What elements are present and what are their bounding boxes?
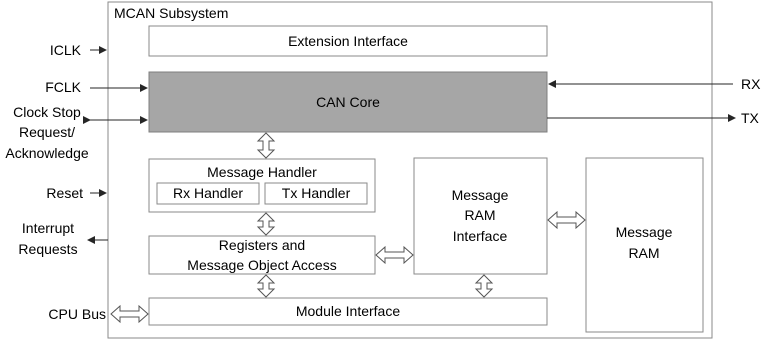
reset-label: Reset [46, 185, 83, 201]
interrupt-label-line2: Requests [18, 241, 78, 257]
fclk-label: FCLK [45, 79, 81, 95]
clock-stop-label-line3: Acknowledge [5, 145, 89, 161]
message-handler-label: Message Handler [207, 164, 317, 180]
message-ram-line2: RAM [628, 245, 660, 261]
interrupt-label-line1: Interrupt [21, 220, 75, 236]
extension-interface-label: Extension Interface [288, 33, 408, 49]
tx-handler-label: Tx Handler [281, 185, 351, 201]
registers-label-line1: Registers and [218, 237, 306, 253]
cpu-bus-label: CPU Bus [48, 306, 106, 322]
tx-label: TX [741, 110, 759, 126]
message-ram-line1: Message [615, 224, 673, 240]
clock-stop-label-line1: Clock Stop [13, 104, 81, 120]
message-ram-interface-line2: RAM [464, 207, 496, 223]
clock-stop-label-line2: Request/ [18, 124, 76, 140]
registers-label-line2: Message Object Access [187, 257, 337, 273]
iclk-label: ICLK [49, 42, 81, 58]
message-ram-interface-line3: Interface [452, 228, 508, 244]
can-core-label: CAN Core [316, 94, 380, 110]
subsystem-title: MCAN Subsystem [114, 5, 229, 21]
message-ram-interface-line1: Message [451, 187, 509, 203]
rx-handler-label: Rx Handler [172, 185, 244, 201]
rx-label: RX [741, 76, 761, 92]
module-interface-label: Module Interface [295, 303, 401, 319]
